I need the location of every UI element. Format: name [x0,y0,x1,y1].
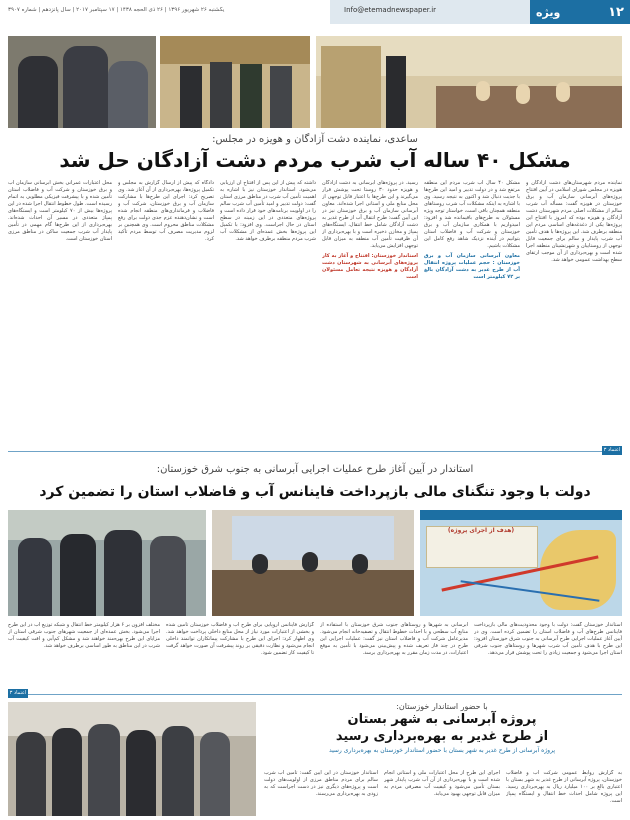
story2-tag: اعتماد ۳ [9,690,27,696]
story1-highlight-1: معاون آبرسانی سازمان آب و برق خوزستان : حجم عملیات پروژه انتقال آب از طرح غدیر به دشت آزادگان بالغ بر ۷۲ کیلومتر است [424,253,520,280]
story1-column-2-text: مشکل ۴۰ سال آب شرب مردم این منطقه مرتفع شد و در دولت تدبیر و امید این طرح‌ها با جدیت دنبال شد و اکنون به نتیجه رسید. وی با اشاره به اینکه مشکلات آب شرب روستاهای منطقه همچنان باقی است، خواستار توجه ویژه مسئولان به طرح‌های باقیمانده شد و افزود: امیدواریم با همکاری سازمان آب و برق خوزستان و شرکت آب و فاضلاب استان بتوانیم در آینده نزدیک شاهد رفع کامل این مشکلات باشیم. [424,180,520,249]
divider-1 [8,451,622,452]
story2-column-1: استاندار خوزستان گفت: دولت با وجود محدودیت‌های مالی بازپرداخت فاینانس طرح‌های آب و فاضلاب استان را تضمین کرده است. وی در آیین آغاز عملیات اجرایی طرح آبرسانی به جنوب شرق خوزستان افزود: این طرح با هدف تأمین آب شرب شهرها و روستاهای جنوب شرقی استان اجرا می‌شود و جمعیت زیادی را تحت پوشش قرار می‌دهد. [474,622,622,656]
story1-column-1: نماینده مردم شهرستان‌های دشت آزادگان و هویزه در مجلس شورای اسلامی در آیین افتتاح پروژه‌های آبرسانی سازمان آب و برق خوزستان در هویزه گفت: مسأله آب شرب سالم از مشکلات اصلی مردم شهرستان دشت آزادگان و هویزه بوده که امروز با افتتاح این پروژه‌ها یکی از دغدغه‌های اساسی مردم این منطقه برطرف شد. این پروژه‌ها با هدف تأمین آب شرب پایدار و سالم برای جمعیت قابل توجهی از روستاییان و شهرنشینان منطقه اجرا شده است و بهره‌برداری از آن موجب ارتقای سطح بهداشت عمومی خواهد شد. [526,180,622,263]
photo-officials [8,510,206,616]
story1-kicker: ساعدی، نماینده دشت آزادگان و هویزه در مجلس: [212,134,418,145]
story3-headline-line-2: از طرح غدیر به بهره‌برداری رسید [335,729,549,744]
story2-column-3: گزارش فاینانس اروپایی برای طرح آب و فاضلاب خوزستان تأمین شده و بخشی از اعتبارات مورد نیاز از محل منابع داخلی پرداخت خواهد شد. وی اظهار کرد: اجرای این طرح با مشارکت پیمانکاران توانمند داخلی انجام می‌شود و نظارت دقیقی بر روند پیشرفت آن صورت خواهد گرفت تا کیفیت کار تضمین شود. [166,622,314,656]
map-title: (هدف از اجرای پروژه) [447,527,515,534]
story2-kicker: استاندار در آیین آغاز طرح عملیات اجرایی آبرسانی به جنوب شرق خوزستان: [156,464,474,475]
story1-column-4: داشته که پیش از این پس از افتتاح آن ارزیابی می‌شود. استاندار خوزستان نیز با اشاره به اهمیت تأمین آب شرب در مناطق مرزی استان گفت: دولت تدبیر و امید تأمین آب شرب سالم را در اولویت برنامه‌های خود قرار داده است و پروژه‌های متعددی در این زمینه در سطح استان در حال اجراست. وی افزود: با تکمیل این پروژه‌ها بخش عمده‌ای از مشکلات آب شرب مردم منطقه برطرف خواهد شد. [220,180,316,242]
photo-ceremony-2 [160,36,310,128]
story1-column-3 [322,180,418,438]
date-line: یکشنبه ۲۶ شهریور ۱۳۹۶ | ۲۶ ذی الحجه ۱۴۳۸ | ۱۷ سپتامبر ۲۰۱۷ | سال پانزدهم | شماره ۳۹۰۷ [8,7,225,13]
story3-kicker: با حضور استاندار خوزستان: [396,702,488,711]
story3-column-3: استاندار خوزستان در این آیین گفت: تأمین آب شرب سالم برای مردم مناطق مرزی از اولویت‌های دولت است و پروژه‌های دیگری نیز در دست اجراست که به زودی به بهره‌برداری می‌رسند. [264,770,378,797]
photo-ceremony-3 [316,36,622,128]
project-map [420,510,622,616]
story3-headline-line-1: پروژه آبرسانی به شهر بستان [347,712,537,727]
site-email[interactable]: Info@etemadnewspaper.ir [344,6,437,14]
story1-column-3-text: رسید. در پروژه‌های آبرسانی به دشت آزادگان و هویزه حدود ۳۰ روستا تحت پوشش قرار می‌گیرند و این طرح‌ها با اعتبار قابل توجهی از محل منابع ملی و استانی اجرا شده‌اند. معاون آبرسانی سازمان آب و برق خوزستان نیز در این آیین گفت: طرح انتقال آب از طرح غدیر به دشت آزادگان شامل خط انتقال، ایستگاه‌های پمپاژ و مخازن ذخیره است و با بهره‌برداری از آن ظرفیت تأمین آب منطقه به میزان قابل توجهی افزایش می‌یابد. [322,180,418,249]
photo-ceremony-1 [8,36,156,128]
story1-column-2 [424,180,520,438]
section-label: ویژه [536,5,561,19]
story2-headline: دولت با وجود تنگنای مالی بازپرداخت فاینانس آب و فاضلاب استان را تضمین کرد [39,484,591,500]
story3-column-1: به گزارش روابط عمومی شرکت آب و فاضلاب خوزستان، پروژه آبرسانی از طرح غدیر به شهر بستان با اعتباری بالغ بر ۱۰۰ میلیارد ریال به بهره‌برداری رسید. این پروژه شامل احداث خط انتقال و ایستگاه پمپاژ است. [506,770,622,804]
story1-tag: اعتماد ۳ [603,447,621,453]
story1-highlight-2: استاندار خوزستان: افتتاح و آغاز به کار پروژه‌های آبرسانی به شهرستان دشت آزادگان و هویزه نتیجه تعامل مسئولان است [322,253,418,280]
story1-column-6: محل اعتبارات عمرانی بخش آبرسانی سازمان آب و برق خوزستان و شرکت آب و فاضلاب استان تأمین شده و با پیشرفت فیزیکی مطلوبی به اتمام رسیده است. طول خطوط انتقال اجرا شده در این پروژه‌ها بیش از ۷۰ کیلومتر است و ایستگاه‌های پمپاژ متعددی در مسیر آن احداث شده‌اند. بهره‌برداری از این طرح‌ها گام مهمی در تأمین پایدار آب شرب جمعیت ساکن در مناطق مرزی استان خوزستان است. [8,180,112,242]
page-number: ۱۲ [608,4,624,20]
story3-subhead: پروژه آبرسانی از طرح غدیر به شهر بستان با حضور استاندار خوزستان به بهره‌برداری رسید [328,747,556,754]
story1-headline: مشکل ۴۰ ساله آب شرب مردم دشت آزادگان حل شد [59,148,571,172]
story2-column-2: آبرسانی به شهرها و روستاهای جنوب شرق خوزستان با استفاده از منابع آب سطحی و با احداث خطوط انتقال و تصفیه‌خانه انجام می‌شود. مدیرعامل شرکت آب و فاضلاب استان نیز گفت: عملیات اجرایی این طرح در چند فاز تعریف شده و پیش‌بینی می‌شود با تأمین به موقع اعتبارات، در مدت زمان مقرر به بهره‌برداری برسد. [320,622,468,656]
section-header [530,0,630,24]
photo-meeting [212,510,414,616]
photo-bostan-ceremony [8,702,256,816]
divider-2 [8,694,622,695]
story2-column-4: مختلف افزون بر ۶ هزار کیلومتر خط انتقال و شبکه توزیع آب در این طرح اجرا می‌شود. بخش عمده‌ای از جمعیت شهرهای جنوب شرقی استان از مزایای این طرح بهره‌مند خواهند شد و مشکل کم‌آبی و افت کیفیت آب شرب در این مناطق به طور اساسی برطرف خواهد شد. [8,622,160,649]
story3-column-2: اجرای این طرح از محل اعتبارات ملی و استانی انجام شده است و با بهره‌برداری از آن آب شرب پایدار شهر بستان تأمین می‌شود و کیفیت آب مصرفی مردم به میزان قابل توجهی بهبود می‌یابد. [384,770,500,797]
story1-column-5: دادگاه که پیش از ارسال گزارش به مجلس و تکمیل پروژه‌ها، بهره‌برداری از آن آغاز شد. وی تصریح کرد: اجرای این طرح‌ها با مشارکت سازمان آب و برق خوزستان، شرکت آب و فاضلاب و فرمانداری‌های منطقه انجام شده است و نشان‌دهنده عزم جدی دولت برای رفع مشکلات مناطق محروم است. وی همچنین بر لزوم مدیریت مصرف آب توسط مردم تأکید کرد. [118,180,214,242]
